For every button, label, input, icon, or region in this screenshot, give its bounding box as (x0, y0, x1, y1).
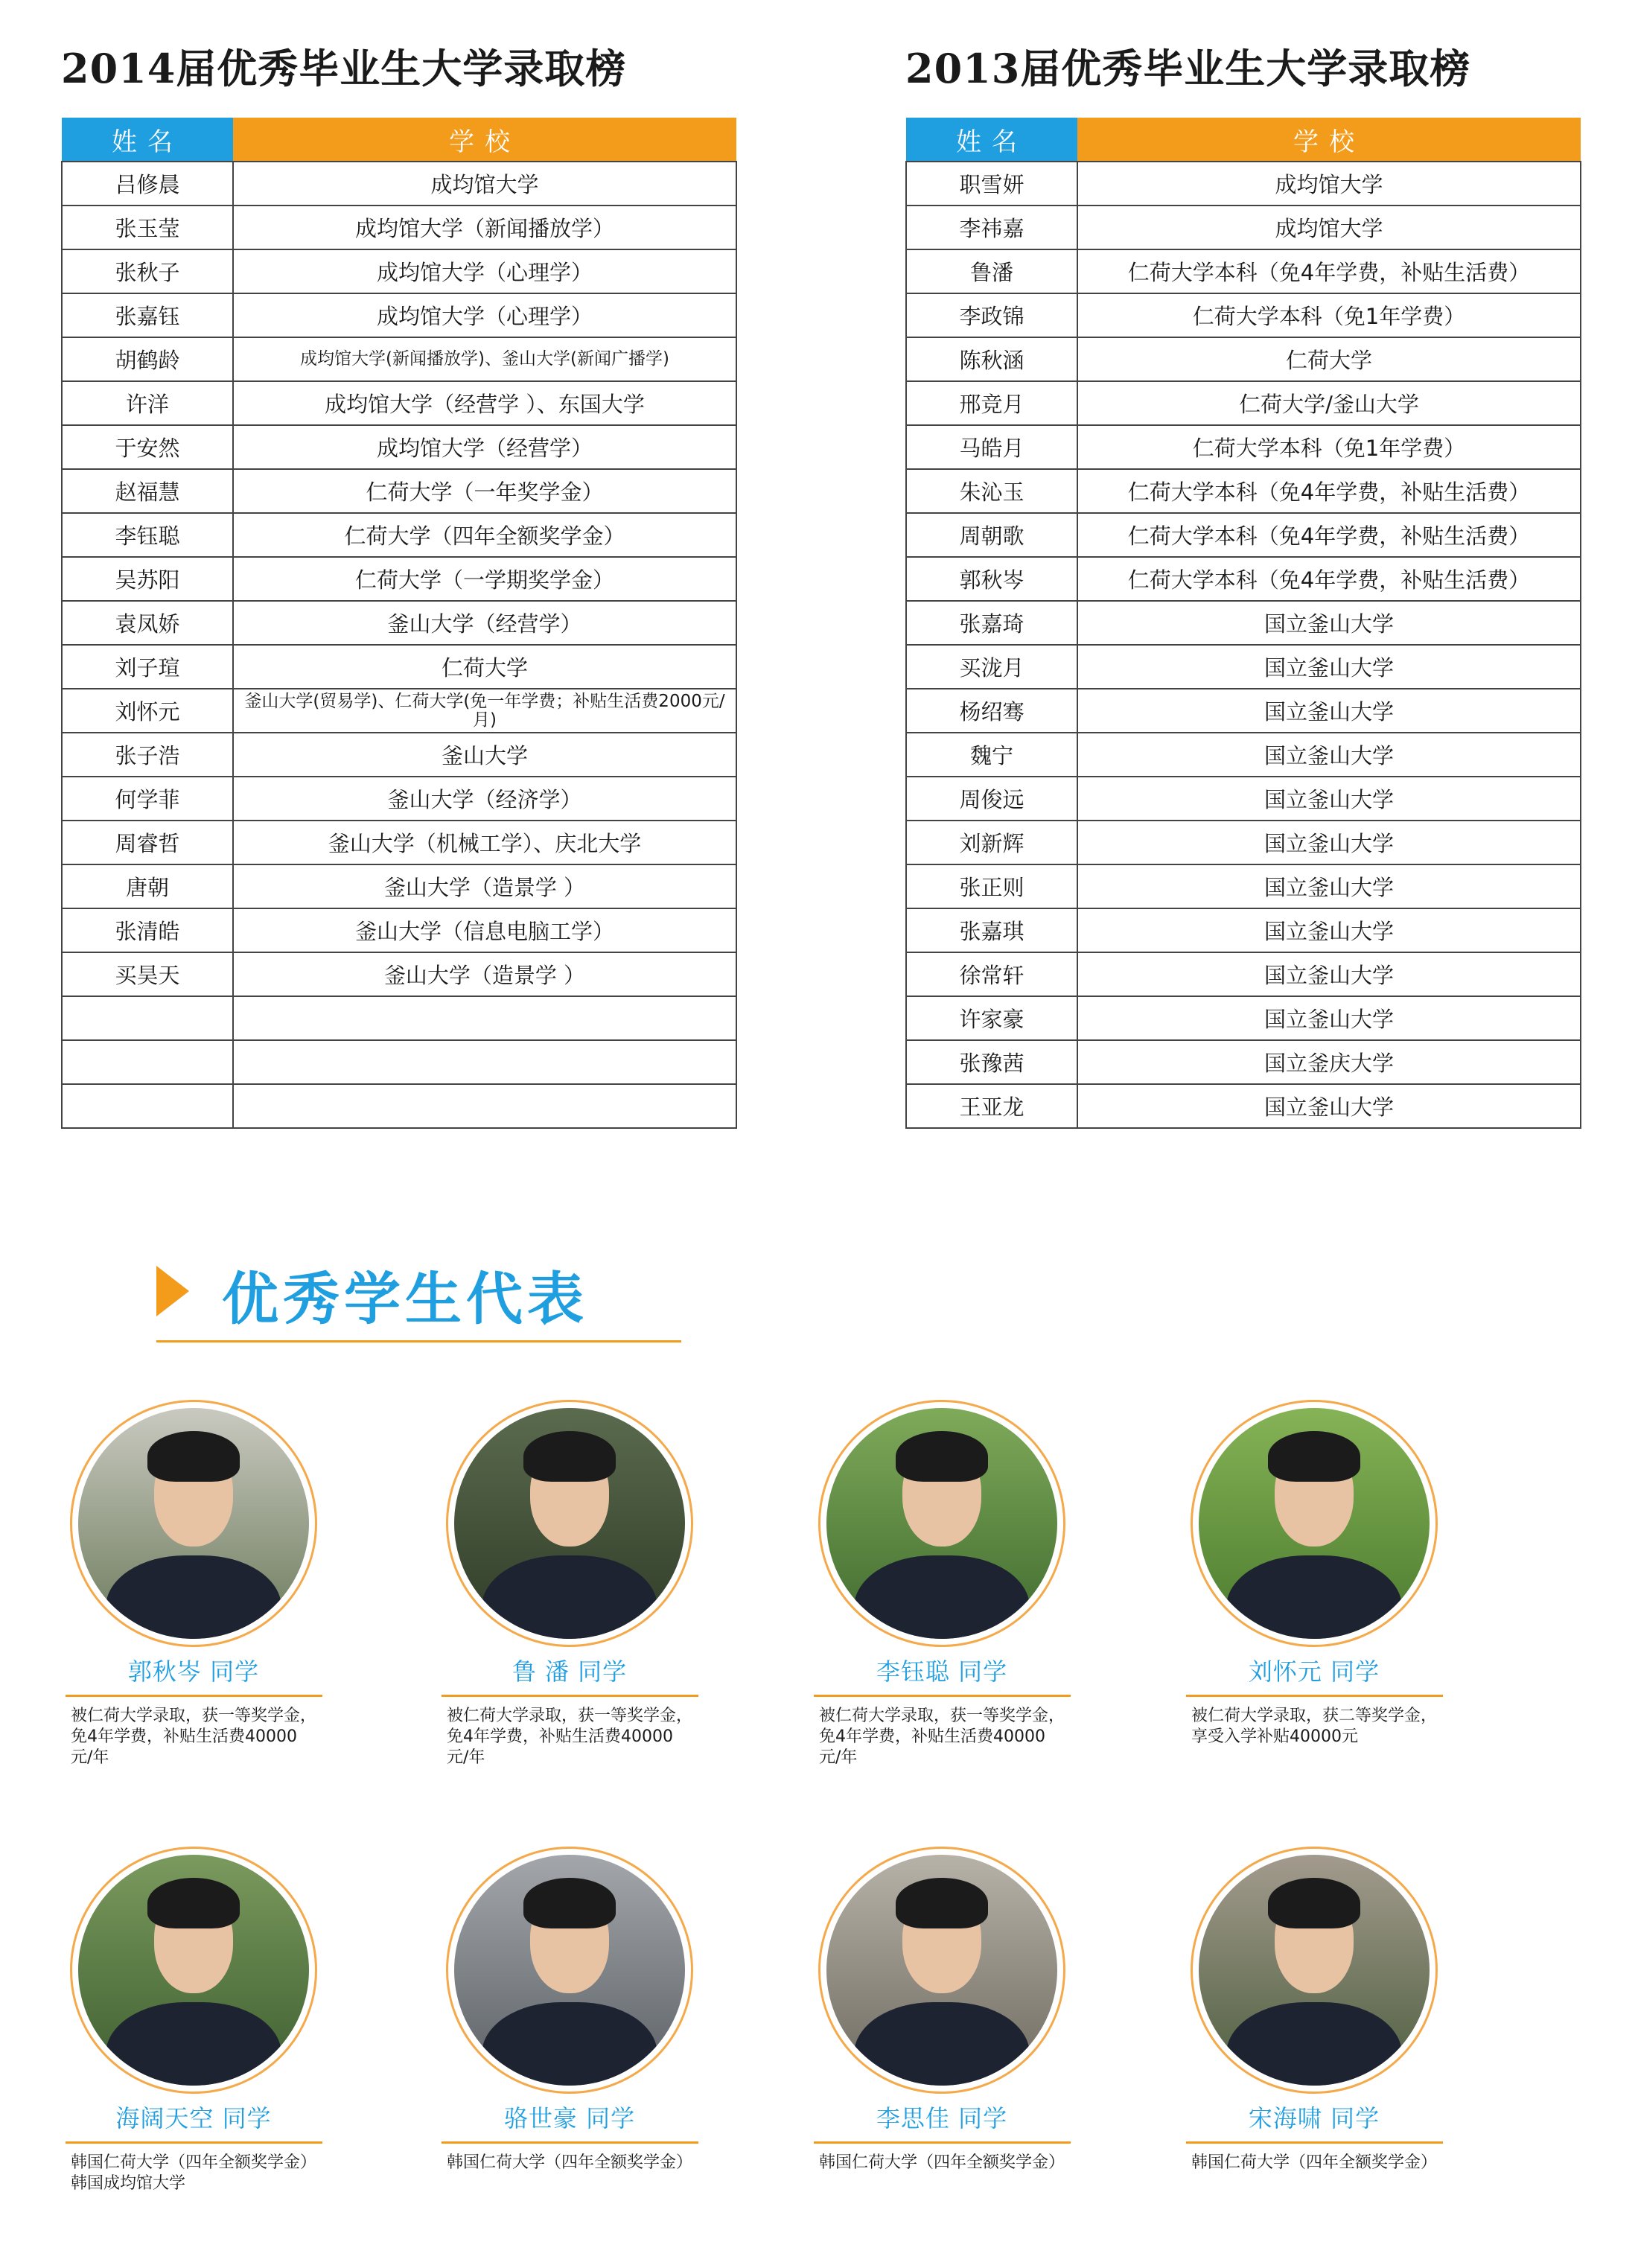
student-name-cell: 吕修晨 (62, 162, 233, 206)
student-name-cell: 张嘉琪 (906, 908, 1077, 952)
table-row (62, 557, 736, 601)
photo-hair (896, 1878, 988, 1928)
student-photo (826, 1855, 1057, 2086)
photo-body (106, 1555, 281, 1639)
photo-body (482, 1555, 657, 1639)
student-name-cell: 陈秋涵 (906, 337, 1077, 381)
school-cell: 国立釜山大学 (1077, 689, 1581, 733)
student-portrait (1191, 1400, 1438, 1647)
table-row (62, 469, 736, 513)
student-name-cell: 张嘉琦 (906, 601, 1077, 645)
table-row (906, 513, 1581, 557)
table-row (62, 821, 736, 864)
school-cell: 釜山大学（造景学 ） (233, 864, 736, 908)
school-cell: 仁荷大学 (1077, 337, 1581, 381)
school-cell: 釜山大学（造景学 ） (233, 952, 736, 996)
table-row (906, 952, 1581, 996)
school-cell: 仁荷大学本科（免4年学费，补贴生活费） (1077, 513, 1581, 557)
student-description: 韩国仁荷大学（四年全额奖学金） (1191, 2153, 1438, 2172)
school-cell: 国立釜庆大学 (1077, 1040, 1581, 1084)
table-row (906, 733, 1581, 777)
student-portrait (446, 1847, 693, 2094)
student-name-cell: 赵福慧 (62, 469, 233, 513)
school-cell: 国立釜山大学 (1077, 777, 1581, 821)
student-description: 韩国仁荷大学（四年全额奖学金） (819, 2153, 1065, 2172)
student-name-cell: 许洋 (62, 381, 233, 425)
triangle-arrow-icon (156, 1266, 189, 1316)
student-description: 被仁荷大学录取，获一等奖学金，免4年学费，补贴生活费40000元/年 (71, 1707, 317, 1767)
photo-hair (523, 1878, 616, 1928)
photo-hair (896, 1431, 988, 1482)
photo-body (854, 2002, 1030, 2086)
student-divider (442, 2141, 698, 2144)
table-row (906, 689, 1581, 733)
school-cell: 国立釜山大学 (1077, 601, 1581, 645)
table-row (906, 908, 1581, 952)
school-cell: 釜山大学（机械工学）、庆北大学 (233, 821, 736, 864)
student-photo (1199, 1855, 1430, 2086)
student-description: 被仁荷大学录取，获一等奖学金，免4年学费，补贴生活费40000元/年 (819, 1707, 1065, 1767)
table-row (906, 864, 1581, 908)
table-row (62, 1084, 736, 1128)
header-name: 姓名 (906, 118, 1077, 162)
student-divider (66, 2141, 322, 2144)
photo-hair (147, 1431, 240, 1482)
student-name-cell (62, 1040, 233, 1084)
student-name-cell: 张秋子 (62, 249, 233, 293)
header-school: 学校 (233, 118, 736, 162)
table-row (62, 601, 736, 645)
student-name-cell: 朱沁玉 (906, 469, 1077, 513)
school-cell: 釜山大学（经济学） (233, 777, 736, 821)
student-name-cell: 许家豪 (906, 996, 1077, 1040)
school-cell: 国立釜山大学 (1077, 908, 1581, 952)
student-description: 被仁荷大学录取，获二等奖学金，享受入学补贴40000元 (1191, 1707, 1438, 1746)
school-cell (233, 1084, 736, 1128)
header-school: 学校 (1077, 118, 1581, 162)
table-row (906, 645, 1581, 689)
school-cell: 成均馆大学（心理学） (233, 293, 736, 337)
table-row (906, 469, 1581, 513)
student-name-cell: 刘怀元 (62, 689, 233, 733)
school-cell: 国立釜山大学 (1077, 864, 1581, 908)
student-name-cell: 李政锦 (906, 293, 1077, 337)
student-photo (78, 1408, 309, 1639)
student-divider (814, 1695, 1071, 1697)
table-row (906, 821, 1581, 864)
student-photo (826, 1408, 1057, 1639)
school-cell: 釜山大学（经营学） (233, 601, 736, 645)
table-row (906, 293, 1581, 337)
student-name-cell: 张正则 (906, 864, 1077, 908)
school-cell: 仁荷大学 (233, 645, 736, 689)
student-name-cell: 买泷月 (906, 645, 1077, 689)
photo-body (1226, 1555, 1402, 1639)
table-row (62, 645, 736, 689)
photo-hair (147, 1878, 240, 1928)
student-photo (454, 1855, 685, 2086)
student-name-cell: 李钰聪 (62, 513, 233, 557)
table-2013-title: 2013届优秀毕业生大学录取榜 (905, 45, 1471, 92)
student-name-cell: 职雪妍 (906, 162, 1077, 206)
photo-hair (1268, 1878, 1360, 1928)
student-portrait (818, 1847, 1065, 2094)
table-row (62, 337, 736, 381)
school-cell: 仁荷大学（一年奖学金） (233, 469, 736, 513)
school-cell: 成均馆大学（新闻播放学） (233, 206, 736, 249)
student-name-cell: 于安然 (62, 425, 233, 469)
school-cell: 釜山大学(贸易学)、仁荷大学(免一年学费；补贴生活费2000元/月) (233, 689, 736, 733)
photo-body (106, 2002, 281, 2086)
photo-hair (1268, 1431, 1360, 1482)
student-divider (66, 1695, 322, 1697)
student-name-cell: 唐朝 (62, 864, 233, 908)
student-portrait (70, 1400, 317, 1647)
student-photo (1199, 1408, 1430, 1639)
student-name-cell: 杨绍骞 (906, 689, 1077, 733)
school-cell: 仁荷大学本科（免4年学费，补贴生活费） (1077, 557, 1581, 601)
student-name-cell: 周俊远 (906, 777, 1077, 821)
student-name-cell: 张玉莹 (62, 206, 233, 249)
school-cell (233, 1040, 736, 1084)
school-cell: 仁荷大学本科（免1年学费） (1077, 293, 1581, 337)
student-name-cell: 张子浩 (62, 733, 233, 777)
table-row (906, 425, 1581, 469)
school-cell: 国立釜山大学 (1077, 996, 1581, 1040)
student-card (1180, 1400, 1448, 1748)
school-cell: 釜山大学（信息电脑工学） (233, 908, 736, 952)
student-portrait (818, 1400, 1065, 1647)
school-cell: 国立釜山大学 (1077, 733, 1581, 777)
student-name: 骆世豪 同学 (503, 2104, 636, 2132)
school-cell: 仁荷大学本科（免4年学费，补贴生活费） (1077, 469, 1581, 513)
table-row (62, 952, 736, 996)
photo-body (854, 1555, 1030, 1639)
table-row (62, 425, 736, 469)
student-name: 鲁 潘 同学 (512, 1657, 628, 1686)
school-cell: 成均馆大学（心理学） (233, 249, 736, 293)
table-row (906, 1040, 1581, 1084)
table-row (62, 162, 736, 206)
table-row (906, 777, 1581, 821)
table-row (62, 1040, 736, 1084)
school-cell (233, 996, 736, 1040)
school-cell: 釜山大学 (233, 733, 736, 777)
student-name: 海阔天空 同学 (115, 2104, 272, 2132)
student-name-cell: 周睿哲 (62, 821, 233, 864)
student-portrait (70, 1847, 317, 2094)
school-cell: 国立釜山大学 (1077, 821, 1581, 864)
school-cell: 仁荷大学本科（免1年学费） (1077, 425, 1581, 469)
school-cell: 成均馆大学 (233, 162, 736, 206)
school-cell: 国立釜山大学 (1077, 1084, 1581, 1128)
school-cell: 国立釜山大学 (1077, 645, 1581, 689)
table-row (906, 1084, 1581, 1128)
table-row (62, 777, 736, 821)
section-title: 优秀学生代表 (222, 1266, 588, 1332)
student-name: 郭秋岑 同学 (127, 1657, 260, 1686)
student-name-cell: 刘新辉 (906, 821, 1077, 864)
student-name: 李思佳 同学 (876, 2104, 1008, 2132)
student-description: 韩国仁荷大学（四年全额奖学金） (447, 2153, 693, 2172)
student-description: 被仁荷大学录取，获一等奖学金，免4年学费，补贴生活费40000元/年 (447, 1707, 693, 1767)
student-divider (442, 1695, 698, 1697)
student-card (1180, 1847, 1448, 2173)
photo-body (482, 2002, 657, 2086)
table-row (62, 513, 736, 557)
school-cell: 仁荷大学/釜山大学 (1077, 381, 1581, 425)
table-row (62, 864, 736, 908)
table-row (906, 557, 1581, 601)
student-divider (814, 2141, 1071, 2144)
student-name: 刘怀元 同学 (1248, 1657, 1380, 1686)
student-name-cell (62, 996, 233, 1040)
student-name-cell: 胡鹤龄 (62, 337, 233, 381)
student-name: 李钰聪 同学 (876, 1657, 1008, 1686)
photo-body (1226, 2002, 1402, 2086)
student-name-cell: 张嘉钰 (62, 293, 233, 337)
school-cell: 成均馆大学 (1077, 206, 1581, 249)
table-row (906, 381, 1581, 425)
student-card (436, 1847, 704, 2173)
table-row (906, 249, 1581, 293)
student-name-cell: 郭秋岑 (906, 557, 1077, 601)
table-row (906, 206, 1581, 249)
table-row (62, 908, 736, 952)
student-name-cell: 周朝歌 (906, 513, 1077, 557)
student-name-cell: 买昊天 (62, 952, 233, 996)
table-row (906, 996, 1581, 1040)
student-name-cell: 吴苏阳 (62, 557, 233, 601)
student-card (808, 1400, 1076, 1768)
table-row (62, 381, 736, 425)
school-cell: 仁荷大学（四年全额奖学金） (233, 513, 736, 557)
student-divider (1186, 2141, 1443, 2144)
student-name-cell: 马皓月 (906, 425, 1077, 469)
student-card (436, 1400, 704, 1768)
student-portrait (446, 1400, 693, 1647)
student-card (60, 1400, 328, 1768)
student-name-cell: 鲁潘 (906, 249, 1077, 293)
photo-hair (523, 1431, 616, 1482)
admission-table-2013 (905, 118, 1581, 1129)
table-header-row (62, 118, 736, 162)
admission-table-2014 (61, 118, 737, 1129)
student-name-cell: 李祎嘉 (906, 206, 1077, 249)
student-name-cell: 何学菲 (62, 777, 233, 821)
table-2014-title: 2014届优秀毕业生大学录取榜 (61, 45, 627, 92)
student-name-cell: 徐常轩 (906, 952, 1077, 996)
school-cell: 成均馆大学(新闻播放学)、釜山大学(新闻广播学) (233, 337, 736, 381)
school-cell: 成均馆大学（经营学 ）、东国大学 (233, 381, 736, 425)
student-photo (454, 1408, 685, 1639)
school-cell: 仁荷大学本科（免4年学费，补贴生活费） (1077, 249, 1581, 293)
student-portrait (1191, 1847, 1438, 2094)
student-name-cell: 王亚龙 (906, 1084, 1077, 1128)
student-card (60, 1847, 328, 2194)
table-row (62, 733, 736, 777)
school-cell: 仁荷大学（一学期奖学金） (233, 557, 736, 601)
student-name-cell: 魏宁 (906, 733, 1077, 777)
student-name-cell: 袁凤娇 (62, 601, 233, 645)
student-photo (78, 1855, 309, 2086)
header-name: 姓名 (62, 118, 233, 162)
table-row (906, 162, 1581, 206)
school-cell: 成均馆大学 (1077, 162, 1581, 206)
table-header-row (906, 118, 1581, 162)
student-name-cell: 刘子瑄 (62, 645, 233, 689)
student-name: 宋海啸 同学 (1248, 2104, 1380, 2132)
student-name-cell: 张豫茜 (906, 1040, 1077, 1084)
school-cell: 国立釜山大学 (1077, 952, 1581, 996)
table-row (62, 293, 736, 337)
table-row (62, 689, 736, 733)
student-name-cell: 邢竞月 (906, 381, 1077, 425)
student-card (808, 1847, 1076, 2173)
school-cell: 成均馆大学（经营学） (233, 425, 736, 469)
student-name-cell: 张清皓 (62, 908, 233, 952)
student-description: 韩国仁荷大学（四年全额奖学金） 韩国成均馆大学 (71, 2153, 317, 2193)
student-divider (1186, 1695, 1443, 1697)
student-name-cell (62, 1084, 233, 1128)
table-row (62, 996, 736, 1040)
table-row (906, 601, 1581, 645)
section-divider (156, 1340, 681, 1342)
table-row (62, 206, 736, 249)
table-row (906, 337, 1581, 381)
table-row (62, 249, 736, 293)
